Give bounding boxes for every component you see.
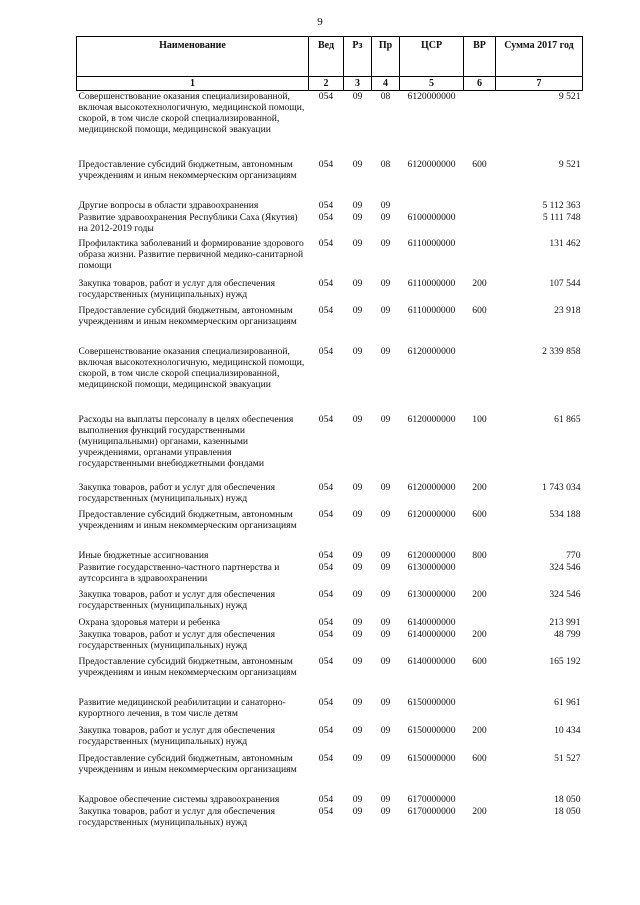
column-number: 4 — [372, 77, 400, 91]
row-rz: 09 — [352, 481, 363, 493]
row-rz: 09 — [352, 158, 363, 170]
row-vr: 200 — [472, 481, 487, 493]
row-name: Закупка товаров, работ и услуг для обеспечения государственных (муниципальных) нужд — [78, 724, 276, 747]
table-row — [77, 725, 583, 753]
column-number: 1 — [77, 77, 309, 91]
row-name: Развитие государственно-частного партнерства и аутсорсинга в здравоохранении — [78, 561, 280, 584]
row-pr: 09 — [380, 413, 391, 425]
row-name: Предоставление субсидий бюджетным, автономным учреждениям и иным некоммерческим организациям — [78, 752, 297, 775]
row-sum: 48 799 — [554, 628, 581, 640]
row-rz: 09 — [352, 199, 363, 211]
row-sum: 131 462 — [549, 237, 581, 249]
row-name: Предоставление субсидий бюджетным, автономным учреждениям и иным некоммерческим организациям — [78, 158, 297, 181]
header-vr: ВР — [464, 37, 496, 77]
row-name: Расходы на выплаты персоналу в целях обеспечения выполнения функций государственными (муниципальными) органами, казенными учреждениями, органами управления государственными внебюджетными фондами — [78, 413, 294, 469]
row-name: Предоставление субсидий бюджетным, автономным учреждениям и иным некоммерческим организациям — [78, 508, 297, 531]
row-pr: 08 — [380, 158, 391, 170]
row-pr: 09 — [380, 508, 391, 520]
row-csr: 6150000000 — [407, 724, 456, 736]
row-rz: 09 — [352, 345, 363, 357]
row-sum: 324 546 — [549, 561, 581, 573]
row-vr: 200 — [472, 724, 487, 736]
column-number: 7 — [496, 77, 583, 91]
row-name: Другие вопросы в области здравоохранения — [78, 199, 259, 211]
row-pr: 09 — [380, 481, 391, 493]
row-sum: 9 521 — [558, 91, 581, 102]
table-row — [77, 589, 583, 617]
row-csr: 6120000000 — [407, 549, 456, 561]
row-csr: 6170000000 — [407, 805, 456, 817]
row-vr: 200 — [472, 805, 487, 817]
table-row — [77, 617, 583, 629]
row-sum: 23 918 — [554, 304, 581, 316]
column-number: 3 — [344, 77, 372, 91]
budget-table — [76, 36, 583, 834]
row-vr — [464, 794, 496, 806]
row-csr: 6120000000 — [407, 413, 456, 425]
row-ved: 054 — [318, 805, 334, 817]
row-vr — [464, 697, 496, 725]
row-sum: 534 188 — [549, 508, 581, 520]
row-pr: 09 — [380, 616, 391, 628]
row-name: Охрана здоровья матери и ребенка — [78, 616, 220, 628]
row-sum: 18 050 — [554, 793, 581, 805]
row-csr: 6140000000 — [407, 616, 456, 628]
row-csr: 6120000000 — [407, 91, 456, 102]
row-name: Совершенствование оказания специализированной, включая высокотехнологичную, медицинской помощи, скорой, в том числе скорой специализированной, медицинской помощи, медицинской эвакуации — [78, 91, 305, 135]
row-vr: 600 — [472, 508, 487, 520]
row-name: Кадровое обеспечение системы здравоохранения — [78, 793, 280, 805]
table-row — [77, 159, 583, 200]
row-pr: 09 — [380, 345, 391, 357]
table-row — [77, 753, 583, 794]
row-ved: 054 — [318, 277, 334, 289]
row-rz: 09 — [352, 616, 363, 628]
row-vr: 600 — [472, 304, 487, 316]
row-csr: 6140000000 — [407, 655, 456, 667]
row-pr: 09 — [380, 793, 391, 805]
header-sum: Сумма 2017 год — [496, 37, 583, 77]
row-sum: 51 527 — [554, 752, 581, 764]
row-name: Совершенствование оказания специализированной, включая высокотехнологичную, медицинской помощи, скорой, в том числе скорой специализированной, медицинской помощи, медицинской эвакуации — [78, 345, 305, 390]
row-name: Развитие здравоохранения Республики Саха (Якутия) на 2012-2019 годы — [78, 211, 298, 234]
row-sum: 9 521 — [558, 158, 581, 170]
row-name: Профилактика заболеваний и формирование здорового образа жизни. Развитие первичной медико-санитарной помощи — [78, 237, 304, 271]
column-number: 2 — [309, 77, 344, 91]
row-csr: 6110000000 — [407, 237, 456, 249]
table-body — [77, 91, 583, 834]
table-row — [77, 656, 583, 697]
row-vr: 600 — [472, 752, 487, 764]
row-pr: 09 — [380, 628, 391, 640]
row-sum: 2 339 858 — [542, 345, 581, 357]
row-vr — [464, 562, 496, 589]
row-csr: 6100000000 — [407, 211, 456, 223]
row-csr: 6110000000 — [407, 277, 456, 289]
row-csr: 6140000000 — [407, 628, 456, 640]
page-number: 9 — [317, 16, 323, 28]
row-ved: 054 — [318, 237, 334, 249]
row-pr: 09 — [380, 655, 391, 667]
row-ved: 054 — [318, 588, 334, 600]
column-number-row — [77, 77, 583, 91]
row-vr — [464, 91, 496, 159]
row-vr: 200 — [472, 588, 487, 600]
row-csr: 6150000000 — [407, 752, 456, 764]
row-name: Развитие медицинской реабилитации и санаторно-курортного лечения, в том числе детям — [78, 696, 286, 719]
row-ved: 054 — [318, 655, 334, 667]
row-sum: 107 544 — [549, 277, 581, 289]
row-name: Предоставление субсидий бюджетным, автономным учреждениям и иным некоммерческим организациям — [78, 304, 297, 327]
row-pr: 09 — [380, 199, 391, 211]
row-rz: 09 — [352, 793, 363, 805]
row-rz: 09 — [352, 724, 363, 736]
row-vr: 200 — [472, 628, 487, 640]
header-row — [77, 37, 583, 77]
row-rz: 09 — [352, 588, 363, 600]
row-rz: 09 — [352, 628, 363, 640]
row-ved: 054 — [318, 211, 334, 223]
row-ved: 054 — [318, 793, 334, 805]
row-csr: 6120000000 — [407, 345, 456, 357]
row-rz: 09 — [352, 413, 363, 425]
row-rz: 09 — [352, 304, 363, 316]
row-csr — [400, 200, 464, 212]
row-csr: 6130000000 — [407, 588, 456, 600]
table-row — [77, 562, 583, 589]
table-row — [77, 629, 583, 656]
row-ved: 054 — [318, 413, 334, 425]
row-sum: 5 111 748 — [542, 211, 581, 223]
row-sum: 165 192 — [549, 655, 581, 667]
table-row — [77, 509, 583, 550]
row-sum: 213 991 — [549, 616, 581, 628]
row-name: Закупка товаров, работ и услуг для обеспечения государственных (муниципальных) нужд — [78, 628, 276, 651]
row-rz: 09 — [352, 805, 363, 817]
table-row — [77, 697, 583, 725]
row-ved: 054 — [318, 549, 334, 561]
row-ved: 054 — [318, 628, 334, 640]
row-ved: 054 — [318, 752, 334, 764]
row-vr — [464, 346, 496, 414]
row-pr: 09 — [380, 237, 391, 249]
row-pr: 09 — [380, 561, 391, 573]
row-ved: 054 — [318, 158, 334, 170]
row-pr: 09 — [380, 211, 391, 223]
table-row — [77, 278, 583, 305]
row-sum: 10 434 — [554, 724, 581, 736]
table-row — [77, 91, 583, 159]
row-rz: 09 — [352, 91, 363, 102]
table-row — [77, 305, 583, 346]
row-name: Закупка товаров, работ и услуг для обеспечения государственных (муниципальных) нужд — [78, 277, 276, 300]
row-csr: 6120000000 — [407, 481, 456, 493]
row-sum: 61 865 — [554, 413, 581, 425]
row-ved: 054 — [318, 508, 334, 520]
row-name: Предоставление субсидий бюджетным, автономным учреждениям и иным некоммерческим организациям — [78, 655, 297, 678]
row-rz: 09 — [352, 561, 363, 573]
row-rz: 09 — [352, 752, 363, 764]
row-pr: 09 — [380, 277, 391, 289]
row-rz: 09 — [352, 277, 363, 289]
row-pr: 09 — [380, 549, 391, 561]
row-rz: 09 — [352, 237, 363, 249]
row-ved: 054 — [318, 345, 334, 357]
row-vr — [464, 212, 496, 238]
table-row — [77, 200, 583, 212]
row-vr: 600 — [472, 158, 487, 170]
table-row — [77, 482, 583, 509]
row-sum: 5 112 363 — [542, 199, 581, 211]
row-csr: 6150000000 — [407, 696, 456, 708]
header-rz: Рз — [344, 37, 372, 77]
row-ved: 054 — [318, 724, 334, 736]
row-vr: 600 — [472, 655, 487, 667]
row-vr: 100 — [472, 413, 487, 425]
row-sum: 770 — [566, 549, 581, 561]
table-row — [77, 414, 583, 482]
header-ved: Вед — [309, 37, 344, 77]
row-ved: 054 — [318, 481, 334, 493]
row-rz: 09 — [352, 696, 363, 708]
row-vr: 800 — [472, 549, 487, 561]
row-vr — [464, 617, 496, 629]
row-name: Закупка товаров, работ и услуг для обеспечения государственных (муниципальных) нужд — [78, 588, 276, 611]
row-name: Иные бюджетные ассигнования — [78, 549, 209, 561]
row-ved: 054 — [318, 304, 334, 316]
table-row — [77, 212, 583, 238]
row-name: Закупка товаров, работ и услуг для обеспечения государственных (муниципальных) нужд — [78, 805, 276, 828]
row-pr: 09 — [380, 724, 391, 736]
row-pr: 08 — [380, 91, 391, 102]
table-row — [77, 238, 583, 278]
row-csr: 6170000000 — [407, 793, 456, 805]
row-sum: 1 743 034 — [542, 481, 581, 493]
column-number: 6 — [464, 77, 496, 91]
table-row — [77, 550, 583, 562]
row-sum: 61 961 — [554, 696, 581, 708]
table-row — [77, 806, 583, 834]
row-pr: 09 — [380, 805, 391, 817]
column-number: 5 — [400, 77, 464, 91]
row-pr: 09 — [380, 304, 391, 316]
row-rz: 09 — [352, 508, 363, 520]
row-ved: 054 — [318, 616, 334, 628]
row-rz: 09 — [352, 655, 363, 667]
row-name: Закупка товаров, работ и услуг для обеспечения государственных (муниципальных) нужд — [78, 481, 276, 504]
row-vr: 200 — [472, 277, 487, 289]
row-ved: 054 — [318, 561, 334, 573]
row-ved: 054 — [318, 91, 334, 102]
row-ved: 054 — [318, 696, 334, 708]
row-pr: 09 — [380, 752, 391, 764]
header-pr: Пр — [372, 37, 400, 77]
header-name: Наименование — [77, 37, 309, 77]
row-vr — [464, 200, 496, 212]
table-row — [77, 346, 583, 414]
row-csr: 6110000000 — [407, 304, 456, 316]
row-csr: 6130000000 — [407, 561, 456, 573]
row-vr — [464, 238, 496, 278]
row-rz: 09 — [352, 211, 363, 223]
row-pr: 09 — [380, 588, 391, 600]
table-row — [77, 794, 583, 806]
header-csr: ЦСР — [400, 37, 464, 77]
row-sum: 324 546 — [549, 588, 581, 600]
row-csr: 6120000000 — [407, 158, 456, 170]
row-csr: 6120000000 — [407, 508, 456, 520]
row-sum: 18 050 — [554, 805, 581, 817]
row-pr: 09 — [380, 696, 391, 708]
row-rz: 09 — [352, 549, 363, 561]
row-ved: 054 — [318, 199, 334, 211]
